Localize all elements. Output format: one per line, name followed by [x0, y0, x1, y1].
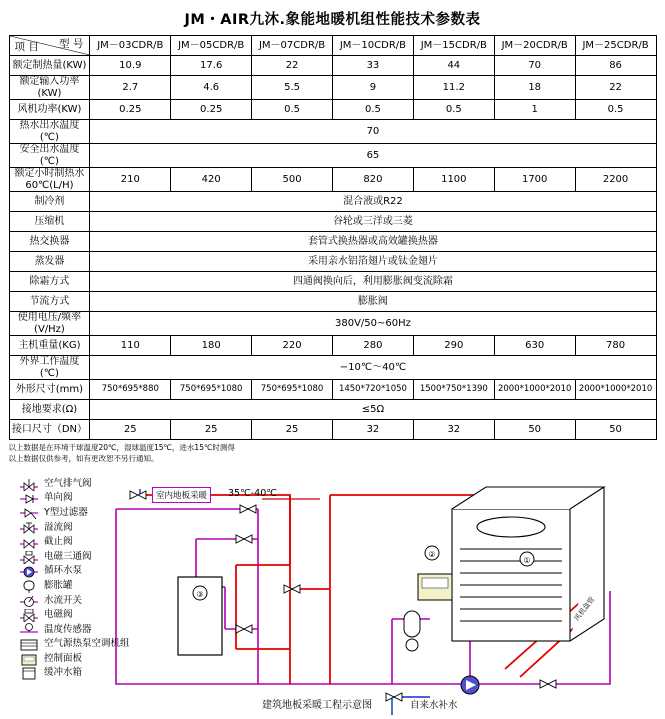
svg-text:②: ②: [428, 549, 436, 559]
footnote-line: 以上数据仅供参考，如有更改恕不另行通知。: [8, 453, 159, 463]
legend-label: 控制面板: [44, 652, 83, 664]
table-cell: 谷轮或三洋或三菱: [90, 212, 656, 232]
flow-switch-icon: [18, 594, 40, 607]
table-cell: 820: [333, 168, 414, 192]
corner-label-model: 型 号: [59, 38, 84, 50]
model-header: JM－20CDR/B: [494, 36, 575, 56]
table-cell: 420: [171, 168, 252, 192]
table-row: [9, 144, 656, 168]
table-cell: 86: [575, 56, 656, 76]
row-label: 使用电压/频率(V/Hz): [9, 312, 90, 336]
table-header-row: [9, 36, 656, 56]
table-cell: 33: [333, 56, 414, 76]
legend-label: 单向阀: [44, 492, 73, 504]
table-cell: 18: [494, 76, 575, 100]
svg-text:③: ③: [196, 589, 204, 599]
table-cell: 1500*750*1390: [413, 380, 494, 400]
legend-item: [18, 521, 130, 536]
table-cell: 1100: [413, 168, 494, 192]
row-label: 风机功率(KW): [9, 100, 90, 120]
circulation-pump-icon: [18, 565, 40, 578]
svg-text:①: ①: [523, 555, 531, 565]
table-cell: 110: [90, 336, 171, 356]
table-cell: 630: [494, 336, 575, 356]
row-label: 压缩机: [9, 212, 90, 232]
table-cell: 32: [413, 420, 494, 440]
stop-valve-icon: [18, 536, 40, 549]
table-cell: 70: [494, 56, 575, 76]
legend-label: 缓冲水箱: [44, 667, 83, 679]
table-cell: 70: [90, 120, 656, 144]
table-cell: 2.7: [90, 76, 171, 100]
table-cell: 220: [252, 336, 333, 356]
table-cell: 50: [575, 420, 656, 440]
table-cell: 750*695*880: [90, 380, 171, 400]
table-cell: 32: [333, 420, 414, 440]
table-cell: 65: [90, 144, 656, 168]
table-row: [9, 336, 656, 356]
table-cell: 380V/50~60Hz: [90, 312, 656, 336]
table-cell: 0.5: [575, 100, 656, 120]
table-row: [9, 420, 656, 440]
table-cell: 4.6: [171, 76, 252, 100]
table-cell: 0.5: [252, 100, 333, 120]
legend: [18, 477, 130, 681]
table-cell: 17.6: [171, 56, 252, 76]
temperature-range-label: 35℃-40℃: [228, 487, 277, 499]
water-supply-label: 自来水补水: [410, 699, 458, 711]
legend-item: [18, 564, 130, 579]
table-cell: 750*695*1080: [171, 380, 252, 400]
table-row: [9, 232, 656, 252]
table-cell: −10℃～40℃: [90, 356, 656, 380]
solenoid-valve-icon: [18, 609, 40, 622]
table-row: [9, 312, 656, 336]
row-label: 安全出水温度(℃): [9, 144, 90, 168]
table-cell: 0.25: [90, 100, 171, 120]
row-label: 节流方式: [9, 292, 90, 312]
table-cell: 0.25: [171, 100, 252, 120]
table-cell: 22: [575, 76, 656, 100]
table-cell: 500: [252, 168, 333, 192]
legend-item: [18, 506, 130, 521]
legend-label: 空气排气阀: [44, 477, 92, 489]
page-title: JM・AIR九沐.象能地暖机组性能技术参数表: [184, 12, 481, 28]
row-label: 额定小时制热水60℃(L/H): [9, 168, 90, 192]
system-diagram: [0, 469, 665, 719]
table-cell: ≤5Ω: [90, 400, 656, 420]
model-header: JM－15CDR/B: [413, 36, 494, 56]
table-cell: 混合液或R22: [90, 192, 656, 212]
table-cell: 2000*1000*2010: [494, 380, 575, 400]
model-header: JM－05CDR/B: [171, 36, 252, 56]
legend-label: 电磁阀: [44, 609, 73, 621]
table-cell: 1: [494, 100, 575, 120]
temperature-sensor-icon: [18, 623, 40, 636]
model-header: JM－07CDR/B: [252, 36, 333, 56]
legend-label: 电磁三通阀: [44, 550, 92, 562]
table-cell: 25: [90, 420, 171, 440]
table-row: [9, 120, 656, 144]
row-label: 外形尺寸(mm): [9, 380, 90, 400]
legend-label: 温度传感器: [44, 623, 92, 635]
table-row: [9, 380, 656, 400]
table-cell: 0.5: [413, 100, 494, 120]
air-vent-valve-icon: [18, 478, 40, 491]
table-cell: 25: [252, 420, 333, 440]
legend-label: 溢流阀: [44, 521, 73, 533]
legend-item: [18, 477, 130, 492]
table-cell: 10.9: [90, 56, 171, 76]
relief-valve-icon: [18, 521, 40, 534]
table-cell: 22: [252, 56, 333, 76]
footnotes: [9, 443, 657, 465]
legend-label: 水流开关: [44, 594, 83, 606]
row-label: 蒸发器: [9, 252, 90, 272]
buffer-water-tank-icon: [18, 667, 40, 680]
table-cell: 280: [333, 336, 414, 356]
expansion-tank-icon: [18, 580, 40, 593]
table-row: [9, 292, 656, 312]
footnote-line: 以上数据是在环境干球温度20℃，湿球温度15℃，进水15℃时测得: [8, 443, 235, 452]
table-row: [9, 400, 656, 420]
table-row: [9, 212, 656, 232]
fan-coil-label: 风机盘管: [572, 595, 597, 623]
legend-item: [18, 535, 130, 550]
legend-item: [18, 637, 130, 652]
table-row: [9, 192, 656, 212]
table-cell: 290: [413, 336, 494, 356]
table-cell: 9: [333, 76, 414, 100]
row-label: 额定制热量(KW): [9, 56, 90, 76]
legend-item: [18, 579, 130, 594]
table-cell: 采用亲水铝箔翅片或钛金翅片: [90, 252, 656, 272]
row-label: 除霜方式: [9, 272, 90, 292]
table-cell: 44: [413, 56, 494, 76]
table-cell: 套管式换热器或高效罐换热器: [90, 232, 656, 252]
table-cell: 750*695*1080: [252, 380, 333, 400]
legend-item: [18, 623, 130, 638]
control-panel-icon: [18, 653, 40, 666]
table-cell: 780: [575, 336, 656, 356]
heat-pump-unit-icon: [18, 638, 40, 651]
table-cell: 2200: [575, 168, 656, 192]
table-cell: 0.5: [333, 100, 414, 120]
room-heating-tag: 室内地板采暖: [152, 487, 211, 503]
model-header: JM－25CDR/B: [575, 36, 656, 56]
table-cell: 1700: [494, 168, 575, 192]
table-row: [9, 356, 656, 380]
legend-label: 膨胀罐: [44, 579, 73, 591]
row-label: 主机重量(KG): [9, 336, 90, 356]
legend-label: 空气源热泵空调机组: [44, 638, 130, 650]
table-row: [9, 56, 656, 76]
model-header: JM－03CDR/B: [90, 36, 171, 56]
legend-item: [18, 608, 130, 623]
row-label: 接地要求(Ω): [9, 400, 90, 420]
table-cell: 1450*720*1050: [333, 380, 414, 400]
row-label: 外界工作温度(℃): [9, 356, 90, 380]
table-row: [9, 100, 656, 120]
row-label: 制冷剂: [9, 192, 90, 212]
diagram-caption: 建筑地板采暖工程示意图: [262, 699, 372, 711]
legend-item: [18, 550, 130, 565]
row-label: 接口尺寸（DN）: [9, 420, 90, 440]
table-row: [9, 252, 656, 272]
table-cell: 50: [494, 420, 575, 440]
table-cell: 四通阀换向后，利用膨胀阀变流除霜: [90, 272, 656, 292]
table-cell: 210: [90, 168, 171, 192]
legend-item: [18, 666, 130, 681]
table-corner-cell: [9, 36, 90, 56]
row-label: 热水出水温度(℃): [9, 120, 90, 144]
row-label: 热交换器: [9, 232, 90, 252]
y-strainer-icon: [18, 507, 40, 520]
check-valve-icon: [18, 492, 40, 505]
three-way-solenoid-valve-icon: [18, 551, 40, 564]
table-row: [9, 168, 656, 192]
table-cell: 膨胀阀: [90, 292, 656, 312]
legend-label: 截止阀: [44, 536, 73, 548]
table-cell: 180: [171, 336, 252, 356]
table-row: [9, 272, 656, 292]
model-header: JM－10CDR/B: [333, 36, 414, 56]
legend-label: 循环水泵: [44, 565, 83, 577]
corner-label-item: 项 目: [14, 40, 39, 53]
table-row: [9, 76, 656, 100]
table-cell: 2000*1000*2010: [575, 380, 656, 400]
legend-label: Y型过滤器: [44, 506, 88, 518]
table-cell: 5.5: [252, 76, 333, 100]
legend-item: [18, 491, 130, 506]
row-label: 额定输入功率(KW): [9, 76, 90, 100]
table-cell: 25: [171, 420, 252, 440]
legend-item: [18, 652, 130, 667]
legend-item: [18, 594, 130, 609]
table-cell: 11.2: [413, 76, 494, 100]
specification-table: [9, 35, 657, 440]
